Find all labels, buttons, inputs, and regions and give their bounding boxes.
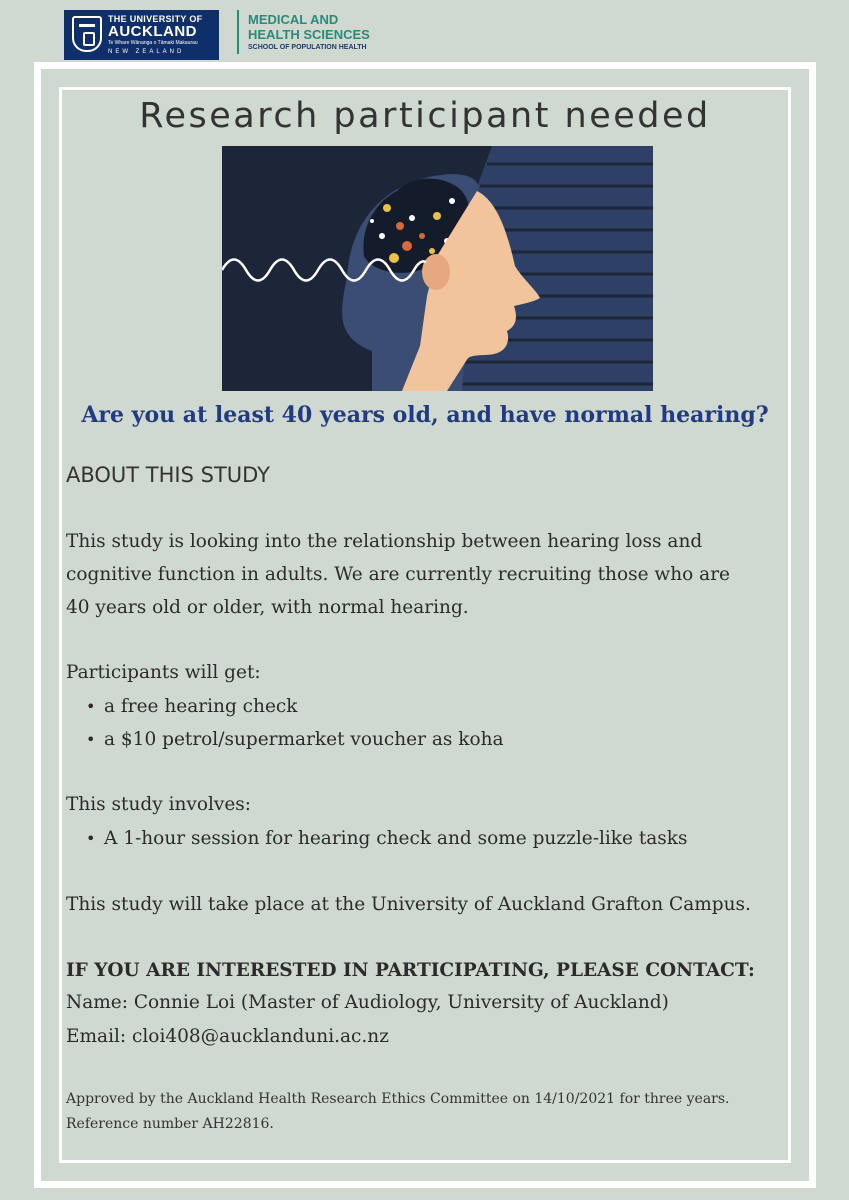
- about-line: This study is looking into the relationship between hearing loss and: [66, 531, 703, 552]
- page-title: Research participant needed: [139, 96, 711, 136]
- list-item: • A 1-hour session for hearing check and some puzzle-like tasks: [86, 822, 687, 855]
- about-paragraph: [66, 525, 786, 624]
- header: [0, 0, 849, 62]
- university-name-line1: THE UNIVERSITY OF: [108, 14, 203, 24]
- benefits-label: Participants will get:: [66, 662, 261, 683]
- faculty-name-line2: HEALTH SCIENCES: [248, 27, 370, 42]
- eligibility-question: Are you at least 40 years old, and have normal hearing?: [81, 402, 769, 428]
- contact-heading: IF YOU ARE INTERESTED IN PARTICIPATING, PLEASE CONTACT:: [66, 960, 755, 981]
- involves-list: [86, 822, 687, 855]
- list-item: • a $10 petrol/supermarket voucher as koha: [86, 723, 504, 756]
- about-line: cognitive function in adults. We are currently recruiting those who are: [66, 564, 730, 585]
- about-line: 40 years old or older, with normal hearing.: [66, 597, 469, 618]
- location-text: This study will take place at the University of Auckland Grafton Campus.: [66, 894, 751, 915]
- crest-icon: [72, 16, 102, 52]
- contact-email[interactable]: Email: cloi408@aucklanduni.ac.nz: [66, 1026, 389, 1047]
- ethics-footnote: [66, 1087, 786, 1137]
- university-name-line2: AUCKLAND: [108, 23, 197, 40]
- header-divider: [237, 10, 239, 54]
- list-item: • a free hearing check: [86, 690, 504, 723]
- about-heading: ABOUT THIS STUDY: [66, 463, 271, 487]
- involves-label: This study involves:: [66, 794, 252, 815]
- university-logo[interactable]: [64, 10, 219, 60]
- school-name: SCHOOL OF POPULATION HEALTH: [248, 44, 367, 51]
- university-motto: Te Whare Wānanga o Tāmaki Makaurau: [108, 40, 198, 46]
- contact-name: Name: Connie Loi (Master of Audiology, University of Auckland): [66, 992, 669, 1013]
- reference-number: Reference number AH22816.: [66, 1116, 274, 1132]
- faculty-name-line1: MEDICAL AND: [248, 12, 339, 27]
- benefits-list: [86, 690, 504, 756]
- hearing-brain-illustration: [222, 146, 653, 391]
- university-country: NEW ZEALAND: [108, 49, 185, 55]
- ethics-approval-line: Approved by the Auckland Health Research Ethics Committee on 14/10/2021 for three years.: [66, 1091, 730, 1107]
